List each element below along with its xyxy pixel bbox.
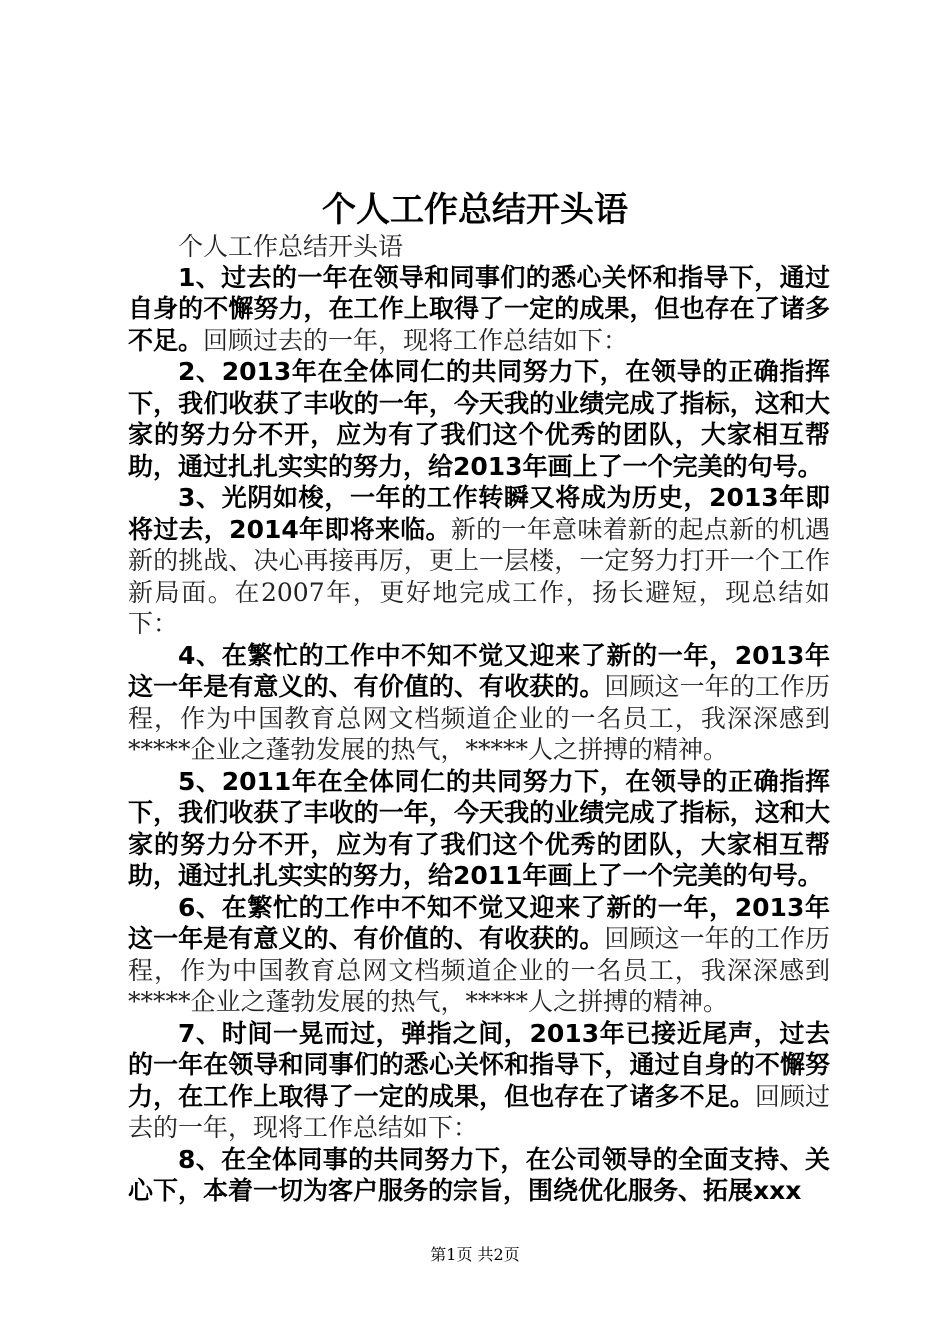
paragraph-4-bold: 4、在繁忙的工作中不知不觉又迎来了新的一年，2013年这一年是有意义的、有价值的、有收获的。 [128, 640, 830, 701]
paragraph-3-bold: 3、光阴如梭，一年的工作转瞬又将成为历史，2013年即将过去，2014年即将来临。 [128, 483, 830, 544]
paragraph-7-bold: 7、时间一晃而过，弹指之间，2013年已接近尾声，过去的一年在领导和同事们的悉心关怀和指导下，通过自身的不懈努力，在工作上取得了一定的成果，但也存在了诸多不足。 [128, 1018, 830, 1111]
paragraph-7-light: 回顾过去的一年，现将工作总结如下： [128, 1081, 830, 1142]
paragraph-5 [128, 767, 830, 893]
paragraph-6-light: 回顾这一年的工作历程，作为中国教育总网文档频道企业的一名员工，我深深感到*****企业之蓬勃发展的热气，*****人之拼搏的精神。 [128, 924, 830, 1016]
paragraph-8 [128, 1145, 830, 1208]
paragraph-1 [128, 263, 830, 358]
paragraph-3-light: 新的一年意味着新的起点新的机遇新的挑战、决心再接再厉，更上一层楼，一定努力打开一个工作新局面。在2007年，更好地完成工作，扬长避短，现总结如下： [128, 514, 830, 638]
document-subtitle: 个人工作总结开头语 [178, 232, 404, 261]
paragraph-1-bold: 1、过去的一年在领导和同事们的悉心关怀和指导下，通过自身的不懈努力，在工作上取得了一定的成果，但也存在了诸多不足。 [128, 262, 830, 355]
paragraph-3 [128, 483, 830, 641]
paragraph-7 [128, 1019, 830, 1145]
paragraph-4 [128, 641, 830, 767]
document-title: 个人工作总结开头语 [322, 190, 628, 230]
paragraph-5-bold: 5、2011年在全体同仁的共同努力下，在领导的正确指挥下，我们收获了丰收的一年，今天我的业绩完成了指标，这和大家的努力分不开，应为有了我们这个优秀的团队，大家相互帮助，通过扎扎实实的努力，给2011年画上了一个完美的句号。 [128, 766, 830, 890]
paragraph-6-bold: 6、在繁忙的工作中不知不觉又迎来了新的一年，2013年这一年是有意义的、有价值的、有收获的。 [128, 892, 830, 953]
paragraph-2-bold: 2、2013年在全体同仁的共同努力下，在领导的正确指挥下，我们收获了丰收的一年，今天我的业绩完成了指标，这和大家的努力分不开，应为有了我们这个优秀的团队，大家相互帮助，通过扎扎实实的努力，给2013年画上了一个完美的句号。 [128, 357, 830, 481]
paragraph-4-light: 回顾这一年的工作历程，作为中国教育总网文档频道企业的一名员工，我深深感到*****企业之蓬勃发展的热气，*****人之拼搏的精神。 [128, 672, 830, 764]
paragraph-6 [128, 893, 830, 1019]
document-body [128, 232, 830, 1208]
paragraph-8-bold: 8、在全体同事的共同努力下，在公司领导的全面支持、关心下，本着一切为客户服务的宗旨，围绕优化服务、拓展xxx [128, 1144, 830, 1205]
paragraph-1-light: 回顾过去的一年，现将工作总结如下： [203, 325, 629, 355]
page-footer: 第1页 共2页 [430, 1245, 520, 1264]
paragraph-2 [128, 357, 830, 483]
